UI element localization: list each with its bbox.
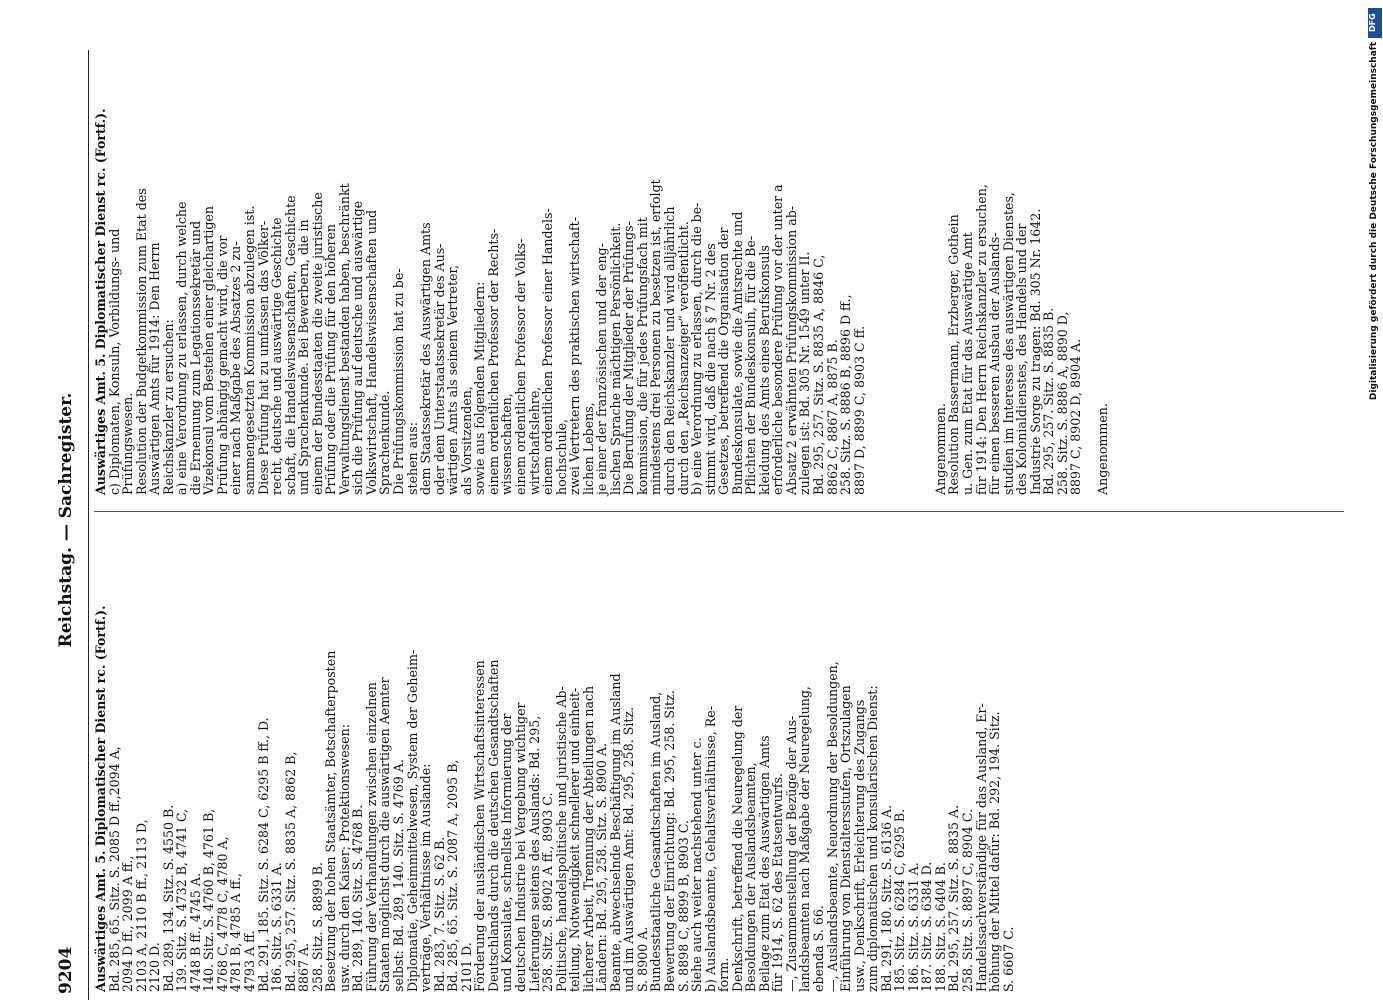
text-line: Auswärtigen Amts für 1914: Den Herrn (147, 242, 163, 495)
dfg-logo: DFG (1368, 8, 1382, 38)
text-line: stimmt wird, daß die nach § 7 Nr. 2 des (702, 243, 718, 495)
text-line: ebenda S. 66. (810, 905, 826, 992)
text-line: Diplomatie, Geheimmittelwesen, System der Geheim- (404, 649, 420, 992)
text-line (880, 55, 894, 495)
text-line: Bd. 289, 140. Sitz. S. 4768 B. (350, 804, 366, 992)
text-line: Auswärtiges Amt. 5. Diplomatischer Dienst rc. (Fortf.). (93, 108, 108, 495)
text-line: mindestens drei Personen zu besetzen ist, erfolgt (648, 179, 664, 495)
text-line: kommission, die für jedes Prüfungsfach mit (634, 217, 650, 495)
text-line: durch den Reichskanzler und wird alljährlich (661, 206, 677, 495)
text-line: Bewertung der Einrichtung: Bd. 295, 258. Sitz. (661, 690, 677, 992)
text-line: oder dem Unterstaatssekretär des Aus- (431, 243, 447, 495)
text-line: 188. Sitz. S. 6404 B. (932, 862, 948, 992)
text-line: lischen Sprache mächtigen Persönlichkeit. (607, 222, 623, 495)
text-line: zulegen ist: Bd. 305 Nr. 1549 unter II. (797, 251, 813, 495)
text-line: verträge, Verhältnisse im Auslande: (418, 763, 434, 992)
text-line: Bd. 295, 257. Sitz. S. 8835 A. (946, 804, 962, 992)
text-line: deutschen Industrie bei Vergebung wichtiger (512, 702, 528, 992)
text-line: Die Berufung der Mitglieder der Prüfungs- (621, 221, 637, 495)
text-line: für 1914: Den Herrn Reichskanzler zu ersuchen, (973, 184, 989, 495)
text-line: Bd. 291, 185. Sitz. S. 6284 C, 6295 B ff., D. (255, 717, 271, 992)
text-line: Pflichten der Bundeskonsuln, für die Be- (743, 235, 759, 495)
text-line: 8897 D, 8899 C, 8903 C ff. (851, 325, 867, 495)
text-line: schaft, die Handelswissenschaften, Geschichte (282, 195, 298, 495)
text-line: 258. Sitz. S. 8902 A ff., 8903 C. (540, 792, 556, 992)
text-line: Resolution Bassermann, Erzberger, Gothein (946, 214, 962, 495)
text-line: studien im Interesse des auswärtigen Dienstes, (1000, 192, 1016, 495)
text-line: 2094 D ff., 2099 A ff., (120, 855, 136, 992)
text-line: Volkswirtschaft, Handelswissenschaften und (363, 209, 379, 495)
text-line: Diese Prüfung hat zu umfassen das Völker- (255, 220, 271, 495)
text-line: für 1914, S. 62 des Etatsentwurfs. (770, 773, 786, 992)
digitization-credit: Digitalisierung gefördert durch die Deutsche Forschungsgemeinschaft (1369, 42, 1379, 401)
text-line: Angenommen. (932, 403, 948, 495)
text-line: Vizekonsul vom Bestehen einer gleichartigen (201, 206, 217, 495)
text-line: 8897 C, 8902 D, 8904 A. (1068, 338, 1084, 495)
text-line: c) Diplomaten, Konsuln, Vorbildungs- und (106, 228, 122, 495)
text-line: stehen aus: (404, 422, 420, 495)
text-line: b) eine Verordnung zu erlassen, durch die be- (689, 202, 705, 495)
text-line: 258. Sitz. S. 8886 A, 8890 D, (1054, 311, 1070, 495)
text-line: Prüfungswesen. (120, 392, 136, 495)
text-line: landsbeamten nach Maßgabe der Neuregelung, (797, 686, 813, 992)
text-line: Deutschlands durch die deutschen Gesandtschaften (485, 659, 501, 992)
text-line: Ländern: Bd. 295, 258. Sitz. S. 8900 A. (594, 743, 610, 992)
text-line: einem ordentlichen Professor der Rechts- (485, 228, 501, 495)
text-line: Handelssachverständige für das Ausland, Er- (973, 703, 989, 992)
text-line: Prüfung oder die Prüfung für den höheren (323, 223, 339, 495)
text-line: kleidung des Amts eines Berufskonsuls (756, 245, 772, 495)
text-line: a) eine Verordnung zu erlassen, durch welche (174, 201, 190, 495)
text-line: Prüfung abhängig gemacht wird, die vor (214, 235, 230, 495)
text-line: einer nach Maßgabe des Absatzes 2 zu- (228, 241, 244, 495)
text-line: Angenommen. (1095, 403, 1111, 495)
text-line: 139. Sitz. S. 4732 B, 4741 C, (174, 808, 190, 992)
text-line: Bd. 291, 180. Sitz. S. 6136 A. (878, 804, 894, 992)
text-line: Reichskanzler zu ersuchen: (160, 319, 176, 495)
text-line: 4768 C, 4778 C, 4780 A, (214, 836, 230, 992)
text-line (907, 55, 921, 495)
text-line: usw. durch den Kaiser; Protektionswesen: (336, 724, 352, 992)
text-line: sowie aus folgenden Mitgliedern: (472, 281, 488, 495)
text-line: form. (716, 957, 732, 992)
text-line: —, Zusammenstellung der Bezüge der Aus- (783, 715, 799, 992)
text-line: einem der Bundesstaaten die zweite juristische (309, 192, 325, 495)
text-line: wirtschaftslehre, (526, 386, 542, 495)
text-line: durch den „Reichsanzeiger“ veröffentlicht. (675, 221, 691, 495)
text-line (920, 55, 934, 495)
text-line: zum diplomatischen und konsularischen Dienst: (865, 685, 881, 992)
text-line: Förderung der ausländischen Wirtschaftsinteressen (472, 660, 488, 992)
text-line (866, 55, 880, 495)
text-line: usw., Denkschrift, Erleichterung des Zugangs (851, 699, 867, 992)
text-line: Besetzung der hohen Staatsämter, Botschafterposten (323, 650, 339, 992)
text-line: je einer der französischen und der eng- (594, 243, 610, 495)
text-line: die Ernennung zum Legationssekretär und (187, 220, 203, 495)
text-line: S. 6607 C. (1000, 926, 1016, 992)
text-line: 140. Sitz. S. 4760 B, 4761 B, (201, 808, 217, 992)
text-line (1083, 55, 1097, 495)
text-line: —, Auslandsbeamte, Neuordnung der Besoldungen, (824, 661, 840, 992)
text-line: Einführung von Dienstaltersstufen, Ortszulagen (838, 685, 854, 992)
text-line: sich die Prüfung auf deutsche und auswärtige (350, 200, 366, 495)
text-line: recht, deutsche und auswärtige Geschichte (269, 217, 285, 495)
text-line: selbst: Bd. 289, 140. Sitz. S. 4769 A. (391, 759, 407, 992)
text-line: Führung der Verhandlungen zwischen einzelnen (363, 682, 379, 992)
text-line: 258. Sitz. S. 8897 C, 8904 C. (960, 808, 975, 992)
text-line: hochschule, (553, 418, 569, 495)
text-line: höhung der Mittel dafür: Bd. 292, 194. Sitz. (987, 711, 1003, 992)
right-column (94, 55, 1110, 495)
text-line: 186. Sitz. S. 6331 A. (905, 862, 921, 992)
text-line: Bd. 283, 7. Sitz. S. 62 B. (431, 836, 447, 992)
text-line: 4793 A ff. (242, 930, 258, 992)
text-line: und Konsulate, schnellste Informierung der (499, 713, 515, 992)
text-line: Siehe auch weiter nachstehend unter c. (689, 737, 705, 992)
text-line: für einen besseren Ausbau der Auslands- (987, 232, 1003, 495)
text-line: Bd. 289, 134. Sitz. S. 4550 B. (160, 804, 176, 992)
text-line: Bundeskonsulate, sowie die Amtsrechte und (729, 211, 745, 495)
text-line: Bd. 295, 257. Sitz. S. 8835 A, 8846 C, (810, 254, 826, 495)
text-line: Politische, handelspolitische und juristische Ab- (553, 686, 569, 992)
text-line: 185. Sitz. S. 6284 C, 6295 B. (892, 808, 908, 992)
text-line: einem ordentlichen Professor einer Handels- (540, 208, 556, 495)
text-line: Denkschrift, betreffend die Neuregelung der (729, 705, 745, 992)
text-line: Verwaltungsdienst bestanden haben, beschränkt (336, 183, 352, 495)
text-line: zwei Vertretern des praktischen wirtschaft- (567, 217, 583, 495)
text-line: 186. Sitz. S. 6331 A. (269, 862, 285, 992)
text-line: Gesetzes, betreffend die Organisation der (716, 227, 732, 495)
text-line (893, 55, 907, 495)
text-line: des Kolonialdienstes, des Handels und der (1014, 223, 1030, 495)
text-line: 4781 B, 4785 A ff., (228, 873, 244, 992)
text-line: Staaten möglichst durch die auswärtigen Aemter (377, 677, 393, 992)
text-line: 2101 D. (458, 942, 474, 992)
header-rule (88, 50, 89, 1000)
text-line: wärtigen Amts als seinem Vertreter, (445, 264, 461, 495)
text-line: Bd. 285, 65. Sitz. S. 2085 D ff.,2094 A, (106, 746, 122, 992)
column-divider (94, 511, 1344, 512)
text-line: 2120 D. (147, 942, 163, 992)
text-line: 258. Sitz. S. 8899 B. (309, 862, 325, 992)
page-title: Reichstag. — Sachregister. (56, 392, 76, 648)
text-line: und Sprachenkunde. Bei Bewerbern, die in (296, 219, 312, 495)
text-line: Beilage zum Etat des Auswärtigen Amts (756, 735, 772, 992)
text-line: Die Prüfungskommission hat zu be- (391, 268, 407, 495)
text-line: 2103 A, 2110 B ff., 2113 D, (133, 819, 149, 992)
text-line: erforderliche besondere Prüfung vor der unter a (770, 184, 786, 495)
text-line: Bundesstaatliche Gesandtschaften im Ausland, (648, 691, 664, 992)
text-line: 8862 C, 8867 A, 8875 B. (824, 339, 840, 495)
text-line: 187. Sitz. S. 6384 D. (919, 861, 935, 992)
text-line: Resolution der Budgetkommission zum Etat des (133, 188, 149, 495)
text-line: 4748 B ff., 4745 A. (187, 873, 203, 992)
text-line: Absatz 2 erwähnten Prüfungskommission ab- (783, 205, 799, 495)
text-line: licherer Arbeit, Trennung der Abteilungen nach (580, 685, 596, 992)
text-line: einem ordentlichen Professor der Volks- (512, 238, 528, 495)
text-line: Beamte, abwechselnde Beschäftigung im Ausland (607, 673, 623, 992)
text-line: Bd. 285, 65. Sitz. S. 2087 A, 2095 B, (445, 759, 461, 992)
text-line: Besoldungen der Auslandsbeamten, (743, 762, 759, 992)
text-line: lichen Lebens, (580, 402, 596, 495)
text-line: Lieferungen seitens des Auslands: Bd. 295, (526, 715, 542, 992)
text-line: Bd. 295, 257. Sitz. S. 8835 B. (1041, 307, 1057, 495)
text-line: u. Gen. zum Etat für das Auswärtige Amt (960, 232, 975, 495)
text-line: S. 8898 C, 8899 B, 8903 C. (675, 820, 691, 992)
text-line: Sprachenkunde. (377, 390, 393, 495)
rotated-page-content (50, 0, 1360, 1000)
text-line: Auswärtiges Amt. 5. Diplomatischer Dienst rc. (Fortf.). (93, 605, 108, 992)
text-line: Bd. 295, 257. Sitz. S. 8835 A, 8862 B, (282, 751, 298, 992)
text-line: b) Auslandsbeamte, Gehaltsverhältnisse, Re- (702, 706, 718, 992)
page-number: 9204 (56, 946, 76, 994)
text-line: wissenschaften, (499, 393, 515, 495)
text-line: teilung, Notwendigkeit schnellerer und einheit- (567, 687, 583, 992)
left-column (94, 552, 1015, 992)
text-line: 258. Sitz. S. 8886 B, 8896 D ff., (838, 294, 854, 495)
text-line: S. 8900 A. (634, 926, 650, 992)
page-header (50, 40, 84, 1000)
text-line: und im Auswärtigen Amt: Bd. 295, 258. Sitz. (621, 706, 637, 992)
text-line: sammengesetzten Kommission abzulegen ist. (242, 205, 258, 495)
text-line: als Vorsitzenden, (458, 386, 474, 495)
text-line: 8867 A. (296, 942, 312, 992)
text-line: dem Staatssekretär des Auswärtigen Amts (418, 222, 434, 495)
text-line: Industrie Sorge zu tragen: Bd. 305 Nr. 1642. (1027, 208, 1043, 495)
